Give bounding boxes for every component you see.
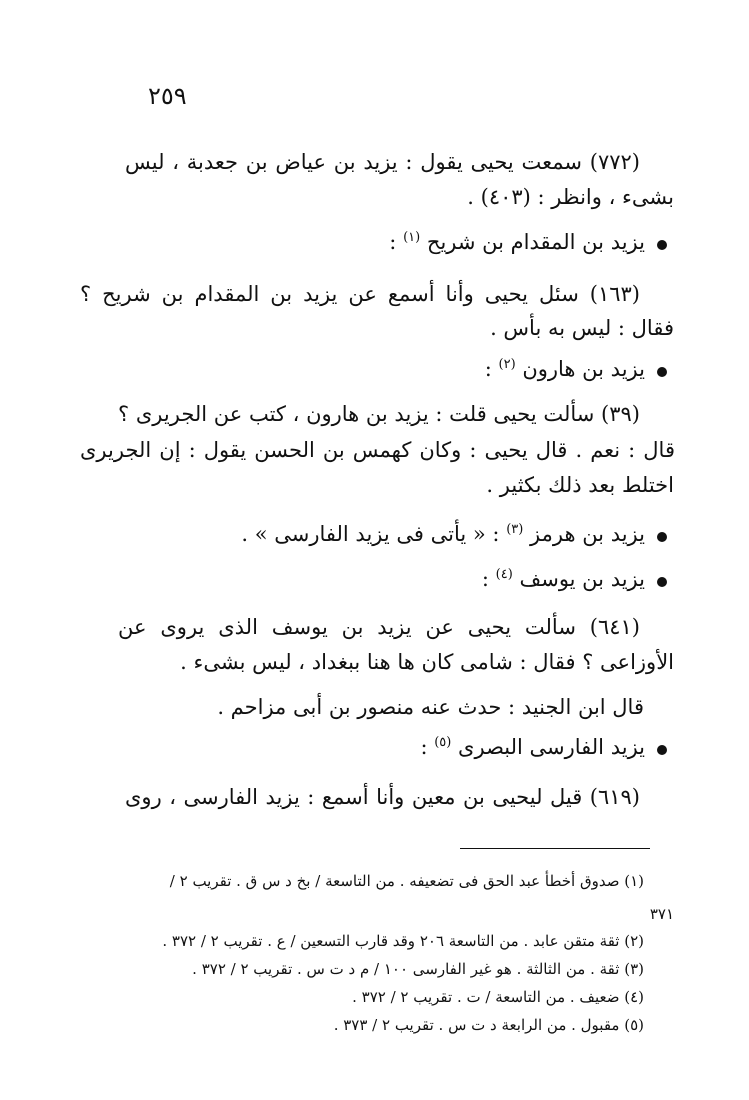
entry-heading-1-text: يزيد بن المقدام بن شريح	[426, 230, 645, 254]
footnote-1-line-1: (١) صدوق أخطأ عبد الحق فى تضعيفه . من التاسعة / بخ د س ق . تقريب ٢ /	[169, 872, 644, 890]
paragraph-163-line-2: فقال : ليس به بأس .	[490, 316, 674, 340]
footnote-separator	[460, 848, 650, 849]
entry-heading-4	[482, 567, 667, 592]
entry-heading-2-colon: :	[484, 357, 492, 381]
paragraph-163-line-1: (١٦٣) سئل يحيى وأنا أسمع عن يزيد بن المقدام بن شريح ؟	[80, 282, 640, 306]
bullet-icon	[657, 745, 667, 755]
page-number: ٢٥٩	[148, 82, 187, 110]
footnote-3: (٣) ثقة . من الثالثة . هو غير الفارسى ١٠٠ / م د ت س . تقريب ٢ / ٣٧٢ .	[192, 960, 644, 978]
entry-heading-5-colon: :	[420, 735, 428, 759]
bullet-icon	[657, 240, 667, 250]
paragraph-619-line-1: (٦١٩) قيل ليحيى بن معين وأنا أسمع : يزيد الفارسى ، روى	[125, 785, 640, 809]
footnote-ref-3: (٣)	[506, 522, 524, 537]
paragraph-772-line-2: بشىء ، وانظر : (٤٠٣) .	[467, 185, 674, 209]
entry-heading-5	[420, 735, 667, 760]
paragraph-39-line-2: قال : نعم . قال يحيى : وكان كهمس بن الحسن يقول : إن الجريرى	[80, 438, 675, 462]
footnote-ref-5: (٥)	[434, 735, 452, 750]
entry-heading-2-text: يزيد بن هارون	[522, 357, 645, 381]
entry-heading-3-note: : « يأتى فى يزيد الفارسى » .	[241, 522, 500, 546]
paragraph-641-line-1: (٦٤١) سألت يحيى عن يزيد بن يوسف الذى يروى عن	[118, 615, 640, 639]
paragraph-39-line-1: (٣٩) سألت يحيى قلت : يزيد بن هارون ، كتب عن الجريرى ؟	[118, 402, 640, 426]
paragraph-772-line-1: (٧٧٢) سمعت يحيى يقول : يزيد بن عياض بن جعدبة ، ليس	[125, 150, 640, 174]
entry-heading-1-colon: :	[389, 230, 397, 254]
entry-heading-4-text: يزيد بن يوسف	[519, 567, 645, 591]
entry-heading-3-text: يزيد بن هرمز	[530, 522, 645, 546]
footnote-5: (٥) مقبول . من الرابعة د ت س . تقريب ٢ / ٣٧٣ .	[333, 1016, 644, 1034]
bullet-icon	[657, 532, 667, 542]
paragraph-641-line-2: الأوزاعى ؟ فقال : شامى كان ها هنا ببغداد ، ليس بشىء .	[180, 650, 674, 674]
entry-heading-3	[241, 522, 667, 547]
footnote-ref-4: (٤)	[495, 567, 513, 582]
entry-heading-1	[389, 230, 667, 255]
paragraph-39-line-3: اختلط بعد ذلك بكثير .	[486, 473, 674, 497]
bullet-icon	[657, 577, 667, 587]
entry-heading-5-text: يزيد الفارسى البصرى	[458, 735, 645, 759]
bullet-icon	[657, 367, 667, 377]
footnote-ref-2: (٢)	[498, 357, 516, 372]
entry-heading-2	[485, 357, 667, 382]
entry-heading-4-colon: :	[481, 567, 489, 591]
paragraph-641-note: قال ابن الجنيد : حدث عنه منصور بن أبى مزاحم .	[217, 695, 644, 719]
footnote-4: (٤) ضعيف . من التاسعة / ت . تقريب ٢ / ٣٧٢ .	[352, 988, 644, 1006]
footnote-2: (٢) ثقة متقن عابد . من التاسعة ٢٠٦ وقد قارب التسعين / ع . تقريب ٢ / ٣٧٢ .	[162, 932, 644, 950]
footnote-1-line-2: ٣٧١	[649, 905, 674, 923]
footnote-ref-1: (١)	[403, 230, 421, 245]
